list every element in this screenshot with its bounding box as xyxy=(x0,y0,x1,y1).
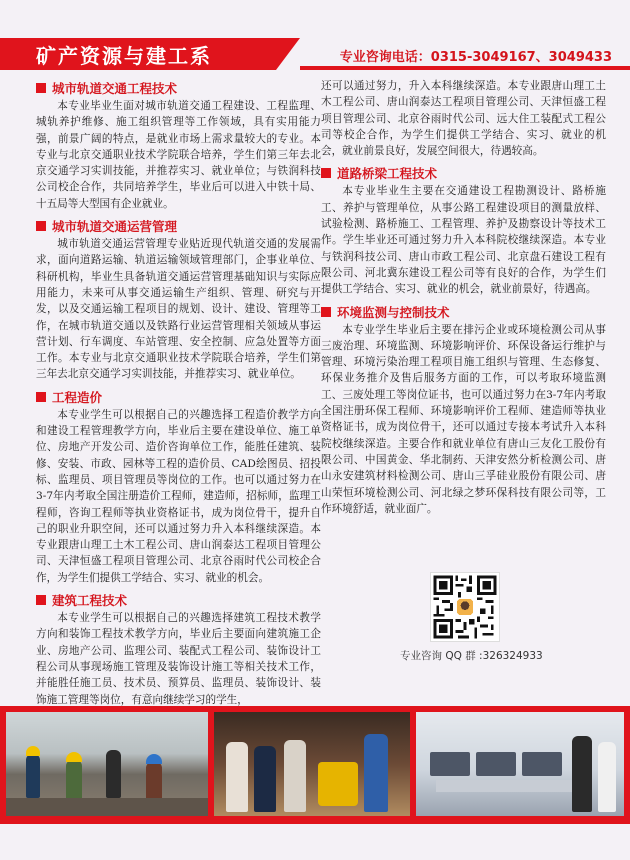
photo-site-survey xyxy=(6,712,208,816)
section-text: 本专业学生可以根据自己的兴趣选择工程造价教学方向和建设工程管理教学方向，毕业后主要在建设单位、施工单位、房地产开发公司、造价咨询单位工作，能胜任建筑、装修、安装、市政、园林等工程的造价员、CAD绘图员、招投标、监理员、项目管理员等岗位的工作。也可以通过努力在3-7年内考取全国注册造价工程师，建造师，招标师，监理工程师，咨询工程师等执业资格证书，成为岗位骨干，提升自己的职业升职空间，还可以通过努力升入本科继续深造。本专业跟唐山理工土木工程公司、唐山润泰达工程项目管理公司、天津恒盛工程项目管理公司、北京谷雨时代公司校企合作，为学生们提供工学结合、实习、就业的机会。 xyxy=(36,408,321,584)
section-title: 工程造价 xyxy=(52,389,103,405)
header-rule xyxy=(300,66,630,70)
left-column xyxy=(36,78,321,712)
section-rail-operation xyxy=(36,216,321,383)
section-title: 城市轨道交通工程技术 xyxy=(52,81,178,96)
section-title: 城市轨道交通运营管理 xyxy=(52,219,178,235)
page-header xyxy=(0,38,630,70)
bullet-square-icon xyxy=(321,307,331,317)
qr-code[interactable] xyxy=(430,572,500,642)
section-rail-engineering xyxy=(36,78,321,212)
bullet-square-icon xyxy=(36,595,46,605)
bullet-square-icon xyxy=(36,83,46,93)
bottom-strip xyxy=(0,824,630,860)
section-environment xyxy=(321,302,606,518)
section-building xyxy=(36,590,321,708)
bullet-square-icon xyxy=(36,221,46,231)
qq-group-caption: 专业咨询 QQ 群 :326324933 xyxy=(400,650,543,662)
section-text: 本专业毕业生主要在交通建设工程勘测设计、路桥施工、养护与管理单位，从事公路工程建设项目的测量放样、试验检测、路桥施工、工程管理、养护及勘察设计等技术工作。学生毕业还可通过努力升入本科院校继续深造。本专业与铁润科技公司、唐山市政工程公司、北京盘石建设工程有限公司、河北冀东建设工程公司等有良好的合作，为学生们提供工学结合、实习、就业的机会，就业前景好，待遇高。 xyxy=(321,185,606,296)
section-cost xyxy=(36,387,321,586)
qr-code-icon xyxy=(431,573,499,641)
section-text: 城市轨道交通运营管理专业贴近现代轨道交通的发展需求，面向道路运输、轨道运输领域管理部门，企事业单位、科研机构，毕业生具备轨道交通运营管理基础知识与实际应用能力，未来可从事交通运输生产组织、管理、研究与开发，以及交通运输工程项目的规划、设计、建设、管理等工作，在城市轨道交通以及铁路行业运营管理相关领域从事运营计划、行车调度、车站管理、安全控制、应急处置等方面工作。本专业与北京交通职业技术学院联合培养，学生们第三年去北京交通学习实训技能，并推荐实习、就业单位。 xyxy=(36,238,321,381)
section-title: 建筑工程技术 xyxy=(52,593,128,609)
consult-hotline: 专业咨询电话：0315-3049167、3049433 xyxy=(339,50,612,65)
photo-band xyxy=(0,706,630,824)
section-text: 还可以通过努力，升入本科继续深造。本专业跟唐山理工土木工程公司、唐山润泰达工程项目管理公司、天津恒盛工程项目管理公司、北京谷雨时代公司、远大住工装配式工程公司等校企合作，为学生们提供工学结合、实习、就业的机会，就业前景良好，发展空间很大，待遇较高。 xyxy=(321,80,606,158)
page-title: 矿产资源与建工系 xyxy=(36,44,212,68)
section-text: 本专业毕业生面对城市轨道交通工程建设、工程监理、城轨养护维修、施工组织管理等工作领域，具有实用能力强，前景广阔的特点，是就业市场上需求量较大的专业。本专业与北京交通职业技术学院联合培养，学生们第三年去北京交通学习实训技能，并推荐实习、就业单位；与铁润科技公司校企合作，共同培养学生，毕业后可以进入中铁十局、十五局等大型国有企业就业。 xyxy=(36,100,321,210)
section-title: 道路桥梁工程技术 xyxy=(337,166,438,182)
section-text: 本专业学生可以根据自己的兴趣选择建筑工程技术教学方向和装饰工程技术教学方向，毕业后主要面向建筑施工企业、房地产公司、监理公司、装配式工程公司、装饰设计工程公司从事现场施工管理及装饰设计施工等相关技术工作，并能胜任施工员、技术员、预算员、监理员、装饰设计、装饰施工管理等岗位，有意向继续学习的学生， xyxy=(36,612,321,706)
bullet-square-icon xyxy=(36,392,46,402)
section-text: 本专业学生毕业后主要在排污企业或环境检测公司从事三废治理、环境监测、环境影响评价、环保设备运行维护与管理、环境污染治理工程项目施工组织与管理、生态修复、环保业务推介及售后服务方面的工作，可以考取环境监测工、三废处理工等岗位证书，也可以通过努力在3-7年内考取全国注册环保工程师、环境影响评价工程师、建造师等执业资格证书，成为岗位骨干，还可以通过专接本考试升入本科院校继续深造。主要合作和就业单位有唐山三友化工股份有限公司、中国黄金、华北制药、天津安然分析检测公司、唐山永安建筑材料检测公司、唐山三孚硅业股份有限公司、唐山荣恒环境检测公司、河北绿之梦环保科技有限公司等，工作环境舒适，就业面广。 xyxy=(321,323,606,515)
right-column xyxy=(321,78,606,521)
section-road-bridge xyxy=(321,163,606,297)
bullet-square-icon xyxy=(321,168,331,178)
section-building-cont xyxy=(321,78,606,159)
section-title: 环境监测与控制技术 xyxy=(337,304,450,320)
photo-computer-room xyxy=(416,712,624,816)
photo-training-lab xyxy=(214,712,410,816)
